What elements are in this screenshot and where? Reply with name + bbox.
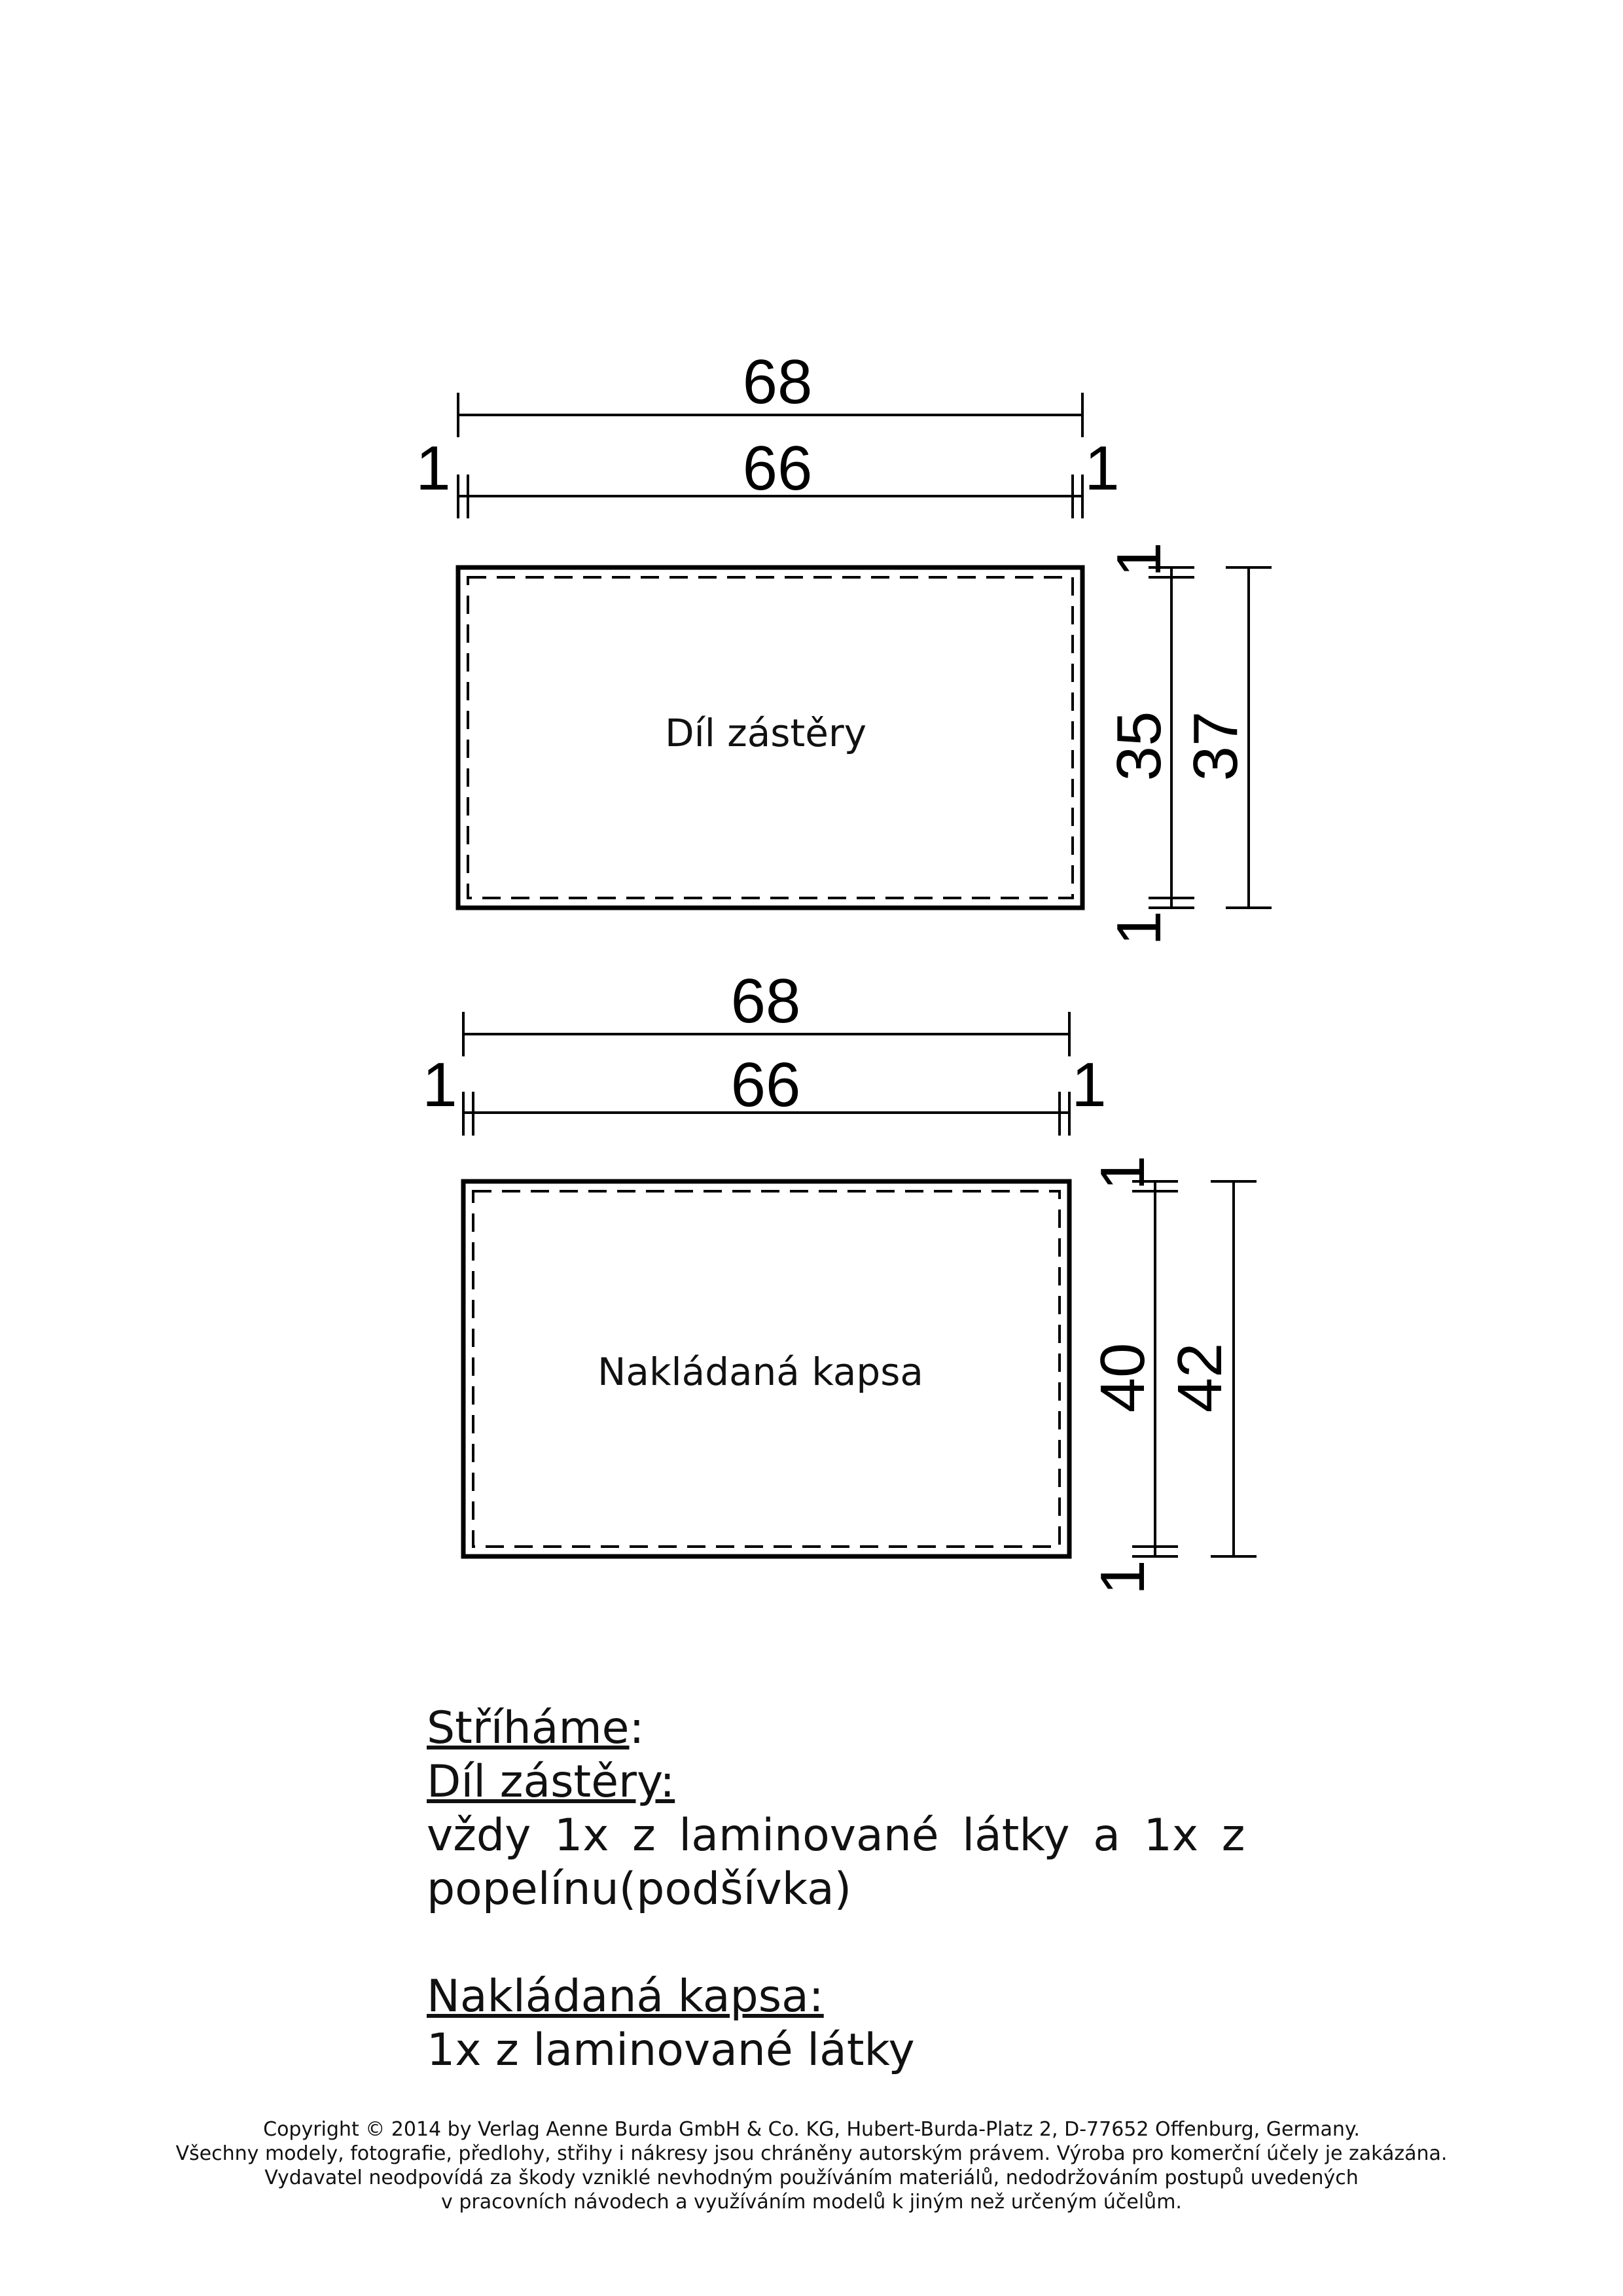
- apron-instructions-heading: Díl zástěry:: [427, 1756, 675, 1808]
- apron-width-total-label: 68: [742, 347, 813, 417]
- pocket-width-allowance-right: 1: [1071, 1050, 1107, 1120]
- apron-height-allowance-top: 1: [1104, 542, 1174, 577]
- instructions-heading: Stříháme: [427, 1702, 630, 1754]
- copyright-line-2: Všechny modely, fotografie, předlohy, střihy i nákresy jsou chráněny autorským právem. Výroba pro komerční účely je zakázána.: [175, 2142, 1448, 2165]
- instructions-heading-colon: :: [629, 1702, 645, 1754]
- apron-height-total-label: 37: [1181, 711, 1251, 781]
- apron-instructions-line-1: vždy 1x z laminované látky a 1x z: [427, 1810, 1245, 1861]
- pocket-width-inner-label: 66: [730, 1050, 801, 1120]
- apron-width-allowance-left: 1: [416, 433, 451, 503]
- pocket-instructions-heading: Nakládaná kapsa:: [427, 1971, 824, 2022]
- apron-width-inner-label: 66: [742, 433, 813, 503]
- pocket-instructions-line-1: 1x z laminované látky: [427, 2024, 915, 2076]
- pocket-piece-label: Nakládaná kapsa: [597, 1350, 923, 1394]
- pocket-height-total-label: 42: [1165, 1342, 1235, 1413]
- pocket-width-allowance-left: 1: [422, 1050, 457, 1120]
- apron-height-inner-label: 35: [1104, 711, 1174, 781]
- copyright-line-3: Vydavatel neodpovídá za škody vzniklé nevhodným používáním materiálů, nedodržováním postupů uvedených: [264, 2166, 1359, 2189]
- pocket-width-total-label: 68: [730, 966, 801, 1036]
- apron-instructions-heading-line: [427, 1755, 1238, 1809]
- pocket-height-allowance-bottom: 1: [1088, 1560, 1158, 1595]
- instructions-heading-line: [427, 1702, 1238, 1755]
- copyright-notice: [0, 2117, 1623, 2214]
- pocket-height-inner-label: 40: [1088, 1342, 1158, 1413]
- apron-instructions-line-2: popelínu(podšívka): [427, 1863, 852, 1915]
- copyright-line-1: Copyright © 2014 by Verlag Aenne Burda GmbH & Co. KG, Hubert-Burda-Platz 2, D-77652 Offenburg, Germany.: [263, 2118, 1360, 2141]
- cutting-instructions: [427, 1702, 1245, 2077]
- pocket-height-allowance-top: 1: [1088, 1155, 1158, 1191]
- pocket-instructions-heading-line: [427, 1970, 1238, 2024]
- apron-width-allowance-right: 1: [1084, 433, 1120, 503]
- apron-piece-label: Díl zástěry: [664, 711, 867, 755]
- copyright-line-4: v pracovních návodech a využíváním modelů k jiným než určeným účelům.: [441, 2191, 1182, 2214]
- apron-height-allowance-bottom: 1: [1104, 910, 1174, 946]
